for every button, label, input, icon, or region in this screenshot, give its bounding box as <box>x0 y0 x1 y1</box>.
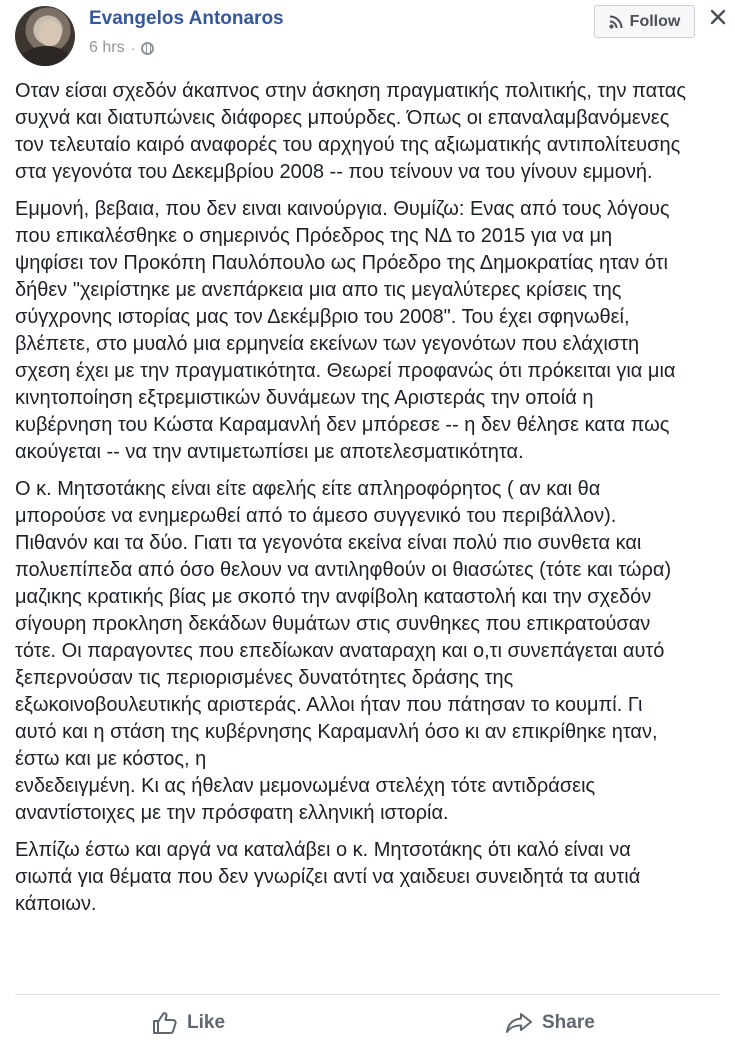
share-label: Share <box>542 1012 595 1033</box>
follow-label: Follow <box>629 12 681 30</box>
share-button[interactable] <box>505 1004 595 1042</box>
follow-button[interactable] <box>594 5 695 38</box>
share-arrow-icon <box>505 1011 533 1035</box>
close-glyph <box>710 9 726 25</box>
globe-icon[interactable] <box>141 42 154 55</box>
avatar-shoulders <box>21 46 71 66</box>
post-meta <box>89 39 154 57</box>
post-paragraph-4: Ελπίζω έστω και αργά να καταλάβει ο κ. Μητσοτάκης ότι καλό είναι να σιωπά για θέματα που δεν γνωρίζει αντί να χαιδευει συνειδητά τα αυτιά κάποιων. <box>15 839 641 915</box>
avatar[interactable] <box>15 6 75 66</box>
avatar-face <box>39 20 61 46</box>
author-name[interactable]: Evangelos Antonaros <box>89 8 284 29</box>
like-label: Like <box>187 1012 226 1033</box>
actions-divider <box>15 994 720 995</box>
post-paragraph-2: Εμμονή, βεβαια, που δεν ειναι καινούργια. Θυμίζω: Ενας από τους λόγους που επικαλέσθηκε ο σημερινός Πρόεδρος της ΝΔ το 2015 για να μη ψηφίσει τον Προκόπη Παυλόπουλο ως Πρόεδρο της Δημοκρατίας ηταν ότι δήθεν "χειρίστηκε με ανεπάρκεια μια απο τις μεγαλύτερες κρίσεις της σύγχρονης ιστορίας μας τον Δεκέμβριο του 2008". Του έχει σφηνωθεί, βλέπετε, στο μυαλό μια ερμηνεία εκείνων των γεγονότων που ελάχιστη σχεση έχει με την πραγματικότητα. Θεωρεί προφανώς ότι πρόκειται για μια κινητοποίηση εξτρεμιστικών δυνάμεων της Αριστεράς την οποίά η κυβέρνηση του Κώστα Καραμανλή δεν μπόρεσε -- η δεν θέλησε κατα πως ακούγεται -- να την αντιμετωπίσει με αποτελεσματικότητα. <box>15 198 676 463</box>
meta-separator: · <box>130 40 136 56</box>
close-icon[interactable] <box>706 6 730 28</box>
like-button[interactable] <box>152 1004 225 1042</box>
post-paragraph-1: Οταν είσαι σχεδόν άκαπνος στην άσκηση πραγματικής πολιτικής, την πατας συχνά και διατυπώνεις διάφορες μπούρδες. Όπως οι επαναλαμβανόμενες τον τελευταίο καιρό αναφορές του αρχηγού της αξιωματικής αντιπολίτευσης στα γεγονότα του Δεκεμβρίου 2008 -- που τείνουν να του γίνουν εμμονή. <box>15 80 686 183</box>
rss-icon <box>609 15 623 29</box>
thumbs-up-icon <box>152 1011 178 1035</box>
post-timestamp[interactable]: 6 hrs <box>89 39 125 56</box>
post-paragraph-3: Ο κ. Μητσοτάκης είναι είτε αφελής είτε απληροφόρητος ( αν και θα μπορούσε να ενημερωθεί από το άμεσο συγγενικό του περιβάλλον). Πιθανόν και τα δύο. Γιατι τα γεγονότα εκείνα είναι πολύ πιο συνθετα και πολυεπίπεδα από όσο θελουν να αντιληφθούν οι θιασώτες (τότε και τώρα) μαζικης κρατικής βίας με σκοπό την ανφίβολη καταστολή και την σχεδόν σίγουρη προκληση δεκάδων θυμάτων στις συνθηκες που επικρατούσαν τότε. Οι παραγοντες που επεδίωκαν αναταραχη και ο,τι συνεπάγεται αυτό ξεπερνούσαν τις περιορισμένες δυνατότητες δράσης της εξωκοινοβουλευτικής αριστεράς. Αλλοι ήταν που πάτησαν το κουμπί. Γι αυτό και η στάση της κυβέρνησης Καραμανλή όσο κι αν επικρίθηκε ηταν, έστω και με κόστος, η ενδεδειγμένη. Κι ας ήθελαν μεμονωμένα στελέχη τότε αντιδράσεις αναντίστοιχες με την πρόσφατη ελληνική ιστορία. <box>15 478 672 824</box>
post-text <box>15 78 727 928</box>
